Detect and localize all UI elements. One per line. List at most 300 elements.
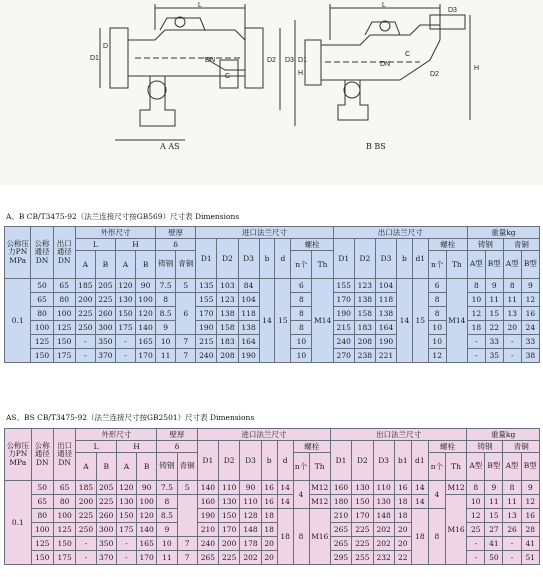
cell: 8.5 xyxy=(156,307,176,321)
cell: 138 xyxy=(354,293,375,307)
header-out-D3: D3 xyxy=(373,441,394,481)
cell: 138 xyxy=(217,307,238,321)
cell: 208 xyxy=(217,349,238,363)
cell: 50 xyxy=(31,279,53,293)
cell: 103 xyxy=(217,279,238,293)
cell: 8 xyxy=(291,293,312,307)
header-L-B: B xyxy=(95,251,115,279)
header-out-d1: d1 xyxy=(411,441,428,481)
cell: M12 xyxy=(309,481,330,495)
cell: 170 xyxy=(333,293,354,307)
header-H-A: A xyxy=(116,453,136,481)
cell: 110 xyxy=(219,481,240,495)
drawing-a-label: A AS xyxy=(160,142,180,151)
cell: 16 xyxy=(521,509,539,523)
cell: 14 xyxy=(277,495,293,509)
cell: 38 xyxy=(521,349,539,363)
cell: 110 xyxy=(240,495,261,509)
cell: 240 xyxy=(333,335,354,349)
header-out-th: Th xyxy=(445,453,466,481)
cell: 13 xyxy=(503,307,521,321)
cell: 130 xyxy=(115,293,135,307)
cell: 123 xyxy=(217,293,238,307)
header-weight: 重量kg xyxy=(467,227,539,239)
cell: 138 xyxy=(238,321,259,335)
cell: - xyxy=(467,551,485,565)
cell: - xyxy=(76,537,96,551)
header-wall: 壁厚 xyxy=(156,227,196,239)
header-out-D1: D1 xyxy=(330,441,351,481)
header-D1: D1 xyxy=(196,239,217,279)
cell: 190 xyxy=(375,335,396,349)
header-out-b1: b1 xyxy=(394,441,411,481)
cell: - xyxy=(503,335,521,349)
pn-value: 0.1 xyxy=(5,279,31,363)
dim-mark-H: H xyxy=(298,70,304,77)
cell: - xyxy=(76,551,96,565)
cell: 160 xyxy=(330,481,351,495)
cell: - xyxy=(115,349,135,363)
header-d: d xyxy=(275,239,291,279)
header-D3: D3 xyxy=(238,239,259,279)
cell-b-merged: 14 xyxy=(259,279,275,363)
cell: 165 xyxy=(136,335,156,349)
header-L: L xyxy=(75,239,115,251)
cell: 178 xyxy=(240,537,261,551)
cell: 118 xyxy=(238,307,259,321)
cell: 110 xyxy=(373,481,394,495)
cell: 18 xyxy=(394,495,411,509)
cell: - xyxy=(467,537,485,551)
header-outer-size: 外形尺寸 xyxy=(75,227,155,239)
header-th: Th xyxy=(309,453,330,481)
cell: 120 xyxy=(137,509,157,523)
cell: 295 xyxy=(330,551,351,565)
header-outlet-flange: 出口法兰尺寸 xyxy=(333,227,467,239)
cell: 28 xyxy=(521,523,539,537)
cell: 12 xyxy=(467,307,485,321)
table-a-header-row-1 xyxy=(5,227,540,239)
cell: 140 xyxy=(137,523,157,537)
cell: 202 xyxy=(373,537,394,551)
header-bolt: 螺栓 xyxy=(293,441,330,453)
cell: 13 xyxy=(503,509,521,523)
cell: 200 xyxy=(76,495,96,509)
header-pn: 公称压力PN MPa xyxy=(5,227,31,279)
cell: 190 xyxy=(197,509,218,523)
cell: 232 xyxy=(373,551,394,565)
dim-mark-D2: D2 xyxy=(267,57,276,64)
cell: 90 xyxy=(137,481,157,495)
cell-wall-merged xyxy=(177,495,197,537)
cell: 100 xyxy=(31,321,53,335)
table-row xyxy=(5,279,540,293)
header-wall-steel: 铸钢 xyxy=(156,251,176,279)
cell: - xyxy=(115,335,135,349)
cell: 183 xyxy=(217,335,238,349)
header-dn-in: 公称通径DN xyxy=(31,227,53,279)
cell: 100 xyxy=(53,307,75,321)
cell: 10 xyxy=(291,349,312,363)
cell: 350 xyxy=(96,537,116,551)
cell: 5 xyxy=(177,481,197,495)
cell: 225 xyxy=(352,537,373,551)
cell: 208 xyxy=(354,335,375,349)
header-b: b xyxy=(259,239,275,279)
cell: 22 xyxy=(394,551,411,565)
cell: 130 xyxy=(352,481,373,495)
header-wall-steel: 铸钢 xyxy=(157,453,177,481)
cell: 164 xyxy=(375,321,396,335)
cell: 10 xyxy=(467,293,485,307)
header-outlet-flange: 出口法兰尺寸 xyxy=(330,429,466,441)
cell: 20 xyxy=(261,551,277,565)
cell: 225 xyxy=(75,307,95,321)
cell: 155 xyxy=(333,279,354,293)
cell: 20 xyxy=(394,537,411,551)
cell: 185 xyxy=(76,481,96,495)
cell: 265 xyxy=(330,537,351,551)
cell: 7 xyxy=(177,537,197,551)
header-out-D2: D2 xyxy=(354,239,375,279)
cell: 84 xyxy=(238,279,259,293)
cell: 225 xyxy=(95,293,115,307)
dim-mark-b-L: L xyxy=(382,2,386,9)
cell: 9 xyxy=(521,279,539,293)
cell: - xyxy=(503,551,521,565)
cell: 150 xyxy=(31,349,53,363)
cell: 8.5 xyxy=(157,509,177,523)
cell: 22 xyxy=(485,321,503,335)
cell: 8 xyxy=(291,307,312,321)
cell: 35 xyxy=(485,349,503,363)
cell: 200 xyxy=(75,293,95,307)
cell-out-th-merged: M14 xyxy=(446,279,467,363)
cell: 16 xyxy=(261,481,277,495)
header-inlet-flange: 进口法兰尺寸 xyxy=(196,227,333,239)
cell: 51 xyxy=(521,551,539,565)
cell: 50 xyxy=(485,551,503,565)
cell: - xyxy=(75,349,95,363)
cell: 15 xyxy=(485,509,503,523)
cell: 11 xyxy=(485,293,503,307)
cell: 200 xyxy=(219,537,240,551)
cell: 190 xyxy=(333,307,354,321)
table-a-title: A、B CB/T3475-92（法兰连接尺寸按GB569）尺寸表 Dimensions xyxy=(6,212,240,221)
cell: 104 xyxy=(375,279,396,293)
header-steel-A: A型 xyxy=(467,453,485,481)
cell: 130 xyxy=(373,495,394,509)
cell: 18 xyxy=(261,509,277,523)
cell: 8 xyxy=(428,293,446,307)
cell: 175 xyxy=(116,523,136,537)
cell: 140 xyxy=(136,321,156,335)
cell: 11 xyxy=(157,551,177,565)
header-D2: D2 xyxy=(217,239,238,279)
header-L-B: B xyxy=(96,453,116,481)
cell: 138 xyxy=(375,307,396,321)
header-out-d1: d1 xyxy=(412,239,428,279)
cell: 65 xyxy=(53,279,75,293)
header-bronze-B: B型 xyxy=(521,251,539,279)
cell: 8 xyxy=(467,481,485,495)
cell: 158 xyxy=(217,321,238,335)
cell: 14 xyxy=(277,481,293,495)
cell: 12 xyxy=(428,349,446,363)
cell: 10 xyxy=(428,335,446,349)
header-wall-bronze: 青铜 xyxy=(177,453,197,481)
header-steel-B: B型 xyxy=(485,453,503,481)
cell: 164 xyxy=(238,335,259,349)
valve-drawing-b xyxy=(290,0,490,150)
header-delta: δ xyxy=(156,239,196,251)
cell: 123 xyxy=(354,279,375,293)
header-H: H xyxy=(116,441,156,453)
cell: 150 xyxy=(53,537,75,551)
cell: 150 xyxy=(116,509,136,523)
dim-mark-DN: DN xyxy=(205,57,216,64)
cell: 14 xyxy=(411,495,428,509)
cell: 265 xyxy=(197,551,218,565)
cell: 140 xyxy=(197,481,218,495)
cell: 130 xyxy=(219,495,240,509)
cell: 205 xyxy=(95,279,115,293)
header-L-A: A xyxy=(75,251,95,279)
cell: 9 xyxy=(485,279,503,293)
header-dn-out: 出口通径DN xyxy=(53,429,75,481)
dim-mark-D3: D3 xyxy=(285,57,294,64)
cell: 7.5 xyxy=(157,481,177,495)
cell: 8 xyxy=(503,481,521,495)
cell: 155 xyxy=(196,293,217,307)
cell: 120 xyxy=(136,307,156,321)
cell: 260 xyxy=(95,307,115,321)
header-weight-steel: 铸钢 xyxy=(467,239,503,251)
cell: 125 xyxy=(31,335,53,349)
cell-n-merged: 4 xyxy=(293,481,309,509)
cell-wall-merged: 6 xyxy=(176,293,196,335)
cell: 180 xyxy=(330,495,351,509)
header-weight-bronze: 青铜 xyxy=(503,441,540,453)
cell: 16 xyxy=(261,495,277,509)
cell: 175 xyxy=(53,349,75,363)
cell: 202 xyxy=(240,551,261,565)
cell: 260 xyxy=(96,509,116,523)
cell-th-merged: M16 xyxy=(309,509,330,565)
cell: 190 xyxy=(238,349,259,363)
cell: 202 xyxy=(373,523,394,537)
drawing-area xyxy=(0,0,543,185)
header-wall: 壁厚 xyxy=(157,429,197,441)
drawing-b-label: B BS xyxy=(366,142,386,151)
cell: 10 xyxy=(428,321,446,335)
cell-out-b-merged: 14 xyxy=(397,279,413,363)
cell: 26 xyxy=(503,523,521,537)
cell: 11 xyxy=(503,495,521,509)
cell: 5 xyxy=(176,279,196,293)
cell: M12 xyxy=(309,495,330,509)
cell: 170 xyxy=(352,509,373,523)
cell: 65 xyxy=(53,481,75,495)
cell: 12 xyxy=(467,509,485,523)
cell: 15 xyxy=(485,307,503,321)
cell: 240 xyxy=(197,537,218,551)
cell: 150 xyxy=(219,509,240,523)
header-weight-steel: 铸钢 xyxy=(467,441,503,453)
cell: 18 xyxy=(394,509,411,523)
cell: 370 xyxy=(96,551,116,565)
cell-n-merged-b: 8 xyxy=(293,509,309,565)
cell: 8 xyxy=(467,279,485,293)
header-H-B: B xyxy=(136,251,156,279)
cell: 7 xyxy=(176,335,196,349)
cell-out-n-merged-b: 8 xyxy=(428,509,445,565)
cell: 25 xyxy=(467,523,485,537)
cell: 270 xyxy=(333,349,354,363)
dimension-table-a xyxy=(4,226,540,363)
header-L: L xyxy=(76,441,116,453)
cell: 27 xyxy=(485,523,503,537)
cell: 238 xyxy=(354,349,375,363)
header-out-n: n个 xyxy=(428,251,446,279)
pn-value: 0.1 xyxy=(5,481,32,565)
cell: 250 xyxy=(76,523,96,537)
header-th: Th xyxy=(312,251,333,279)
cell-d-merged: 18 xyxy=(277,509,293,565)
cell: 12 xyxy=(521,293,539,307)
cell: 210 xyxy=(197,523,218,537)
header-out-D1: D1 xyxy=(333,239,354,279)
cell: 11 xyxy=(156,349,176,363)
cell: 125 xyxy=(53,523,75,537)
cell: - xyxy=(75,335,95,349)
cell: 125 xyxy=(31,537,53,551)
cell: 9 xyxy=(156,321,176,335)
cell: 80 xyxy=(31,307,53,321)
cell: 24 xyxy=(521,321,539,335)
cell: 8 xyxy=(291,321,312,335)
dim-mark-C: C xyxy=(225,73,231,80)
cell: 8 xyxy=(157,495,177,509)
cell: 118 xyxy=(375,293,396,307)
cell: 150 xyxy=(352,495,373,509)
cell: 65 xyxy=(31,495,53,509)
cell: 148 xyxy=(240,523,261,537)
header-pn: 公称压力PN MPa xyxy=(5,429,32,481)
cell: 7 xyxy=(177,551,197,565)
cell: 183 xyxy=(354,321,375,335)
header-outer-size: 外形尺寸 xyxy=(76,429,157,441)
dim-mark-D1: D1 xyxy=(90,55,99,62)
cell: 148 xyxy=(373,509,394,523)
cell: 8 xyxy=(156,293,176,307)
header-D2: D2 xyxy=(219,441,240,481)
cell-out-n-merged-a: 4 xyxy=(428,481,445,509)
cell: 135 xyxy=(196,279,217,293)
header-steel-A: A型 xyxy=(467,251,485,279)
cell: 100 xyxy=(137,495,157,509)
header-out-th: Th xyxy=(446,251,467,279)
header-dn-in: 公称通径DN xyxy=(31,429,53,481)
cell: 20 xyxy=(394,523,411,537)
cell: 6 xyxy=(428,279,446,293)
cell: 150 xyxy=(115,307,135,321)
header-out-b: b xyxy=(397,239,413,279)
header-bronze-B: B型 xyxy=(521,453,539,481)
header-weight: 重量kg xyxy=(467,429,540,441)
cell: 100 xyxy=(31,523,53,537)
cell: 80 xyxy=(31,509,53,523)
cell: 9 xyxy=(157,523,177,537)
header-n: n个 xyxy=(293,453,309,481)
cell: 170 xyxy=(137,551,157,565)
cell: 120 xyxy=(116,481,136,495)
cell: - xyxy=(467,349,485,363)
table-a-header-row-2 xyxy=(5,239,540,251)
header-bolt: 螺栓 xyxy=(291,239,333,251)
cell: 100 xyxy=(136,293,156,307)
cell: 170 xyxy=(219,523,240,537)
cell: 90 xyxy=(240,481,261,495)
cell-d-merged: 15 xyxy=(275,279,291,363)
cell: 225 xyxy=(96,495,116,509)
cell: 128 xyxy=(240,509,261,523)
header-dn-out: 出口通径DN xyxy=(53,227,75,279)
cell-out-th-merged: M16 xyxy=(445,495,466,565)
header-bronze-A: A型 xyxy=(503,251,521,279)
table-row xyxy=(5,495,540,509)
table-b-title: AS、BS CB/T3475-92（法兰连接尺寸按GB2501）尺寸表 Dimensions xyxy=(6,413,255,422)
cell: 8 xyxy=(503,279,521,293)
cell: 130 xyxy=(116,495,136,509)
cell: 350 xyxy=(95,335,115,349)
cell: - xyxy=(116,551,136,565)
cell: 370 xyxy=(95,349,115,363)
cell: - xyxy=(503,537,521,551)
cell: 185 xyxy=(75,279,95,293)
cell: 160 xyxy=(197,495,218,509)
cell: 10 xyxy=(156,335,176,349)
cell: 221 xyxy=(375,349,396,363)
header-steel-B: B型 xyxy=(485,251,503,279)
dim-mark-b-D3: D3 xyxy=(448,7,457,14)
header-d: d xyxy=(277,441,293,481)
cell: 8 xyxy=(428,307,446,321)
cell: 10 xyxy=(157,537,177,551)
cell: 158 xyxy=(354,307,375,321)
dim-mark-b-H: H xyxy=(474,65,480,72)
header-out-bolt: 螺栓 xyxy=(428,441,466,453)
cell: 41 xyxy=(521,537,539,551)
cell: 190 xyxy=(196,321,217,335)
dimension-table-b xyxy=(4,428,540,565)
cell: 225 xyxy=(219,551,240,565)
cell: - xyxy=(116,537,136,551)
header-n: n个 xyxy=(291,251,312,279)
cell: 6 xyxy=(291,279,312,293)
cell: 175 xyxy=(115,321,135,335)
cell: 205 xyxy=(96,481,116,495)
cell: 100 xyxy=(53,509,75,523)
cell: 10 xyxy=(291,335,312,349)
valve-drawing-a xyxy=(55,0,325,150)
dim-mark-b-DN: DN xyxy=(380,61,391,68)
header-b: b xyxy=(261,441,277,481)
dim-mark-L: L xyxy=(198,2,202,9)
header-out-D3: D3 xyxy=(375,239,396,279)
dim-mark-b-D2: D2 xyxy=(430,71,439,78)
dim-mark-D: D xyxy=(103,43,109,50)
